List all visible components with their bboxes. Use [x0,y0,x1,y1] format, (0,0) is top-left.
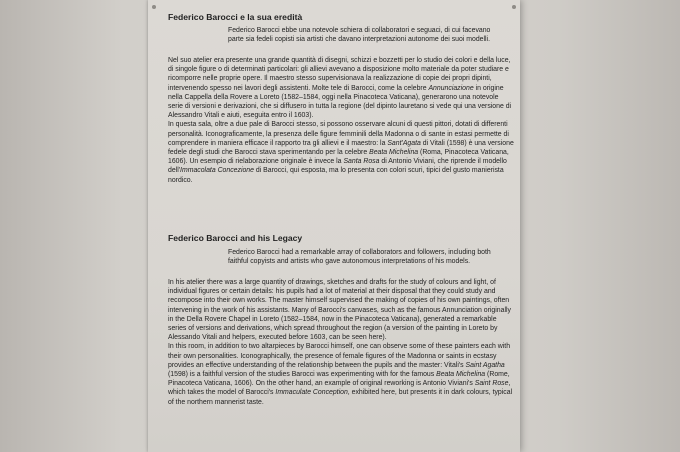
wall-text-panel [148,0,520,452]
english-paragraph-1: In his atelier there was a large quantity of drawings, sketches and drafts for the study of colours and light, of individual figures or certain details: his pupils had a lot of material at their disposal that they could study and recompose into their own works. The master himself supervised the making of copies of his own paintings, often intervening in the work of his assistants. Many of Barocci's canvases, such as the famous Annunciation originally in the Della Rovere Chapel in Loreto (1582–1584, now in the Pinacoteca Vaticana), generated a remarkable series of versions and derivations, which spread throughout the region (a version of the painting in Loreto by Alessando Vitali and helpers, executed before 1603, can be seen here). [168,279,511,342]
english-intro: Federico Barocci had a remarkable array of collaborators and followers, including both faithful copyists and artists who gave autonomous interpretations of his models. [228,249,491,266]
italian-title: Federico Barocci e la sua eredità [168,12,303,22]
english-title: Federico Barocci and his Legacy [168,233,303,243]
english-body [168,278,514,407]
italian-paragraph-2: In questa sala, oltre a due pale di Barocci stesso, si possono osservare alcuni di questi pittori, dotati di differenti personalità. Iconograficamente, la presenza delle figure femminili della Madonna o di sante in estasi permette di comprendere in maniera efficace il rapporto tra gli allievi e il maestro: la Sant'Agata di Vitali (1598) è una versione fedele degli studi che Barocci stava sperimentando per la celebre Beata Michelina (Roma, Pinacoteca Vaticana, 1606). Un esempio di rielaborazione originale è invece la Santa Rosa di Antonio Viviani, che riprende il modello dell'Immacolata Concezione di Barocci, qui esposta, ma lo presenta con colori scuri, tipici del gusto manierista nordico. [168,121,514,184]
italian-paragraph-1: Nel suo atelier era presente una grande quantità di disegni, schizzi e bozzetti per lo studio dei colori e della luce, di singole figure o di determinati particolari: gli allievi avevano a disposizione molto materiale da poter studiare e ricomporre nelle proprie opere. Il maestro stesso supervisionava la realizzazione di copie dei propri dipinti, intervenendo spesso nei lavori degli assistenti. Molte tele di Barocci, come la celebre Annunciazione in origine nella Cappella della Rovere a Loreto (1582–1584, oggi nella Pinacoteca Vaticana), generarono una notevole serie di versioni e derivazioni, che si diffusero in tutta la regione (del dipinto lauretano si vede qui una versione di Alessandro Vitali e aiuti, eseguita entro il 1603). [168,57,512,120]
mounting-pin-right [512,5,516,9]
english-paragraph-2: In this room, in addition to two altarpieces by Barocci himself, one can observe some of these painters each with their own personalities. Iconographically, the presence of female figures of the Madonna or saints in ecstasy provides an effective understanding of the relationship between the pupils and the master: Vitali's Saint Agatha (1598) is a faithful version of the studies Barocci was experimenting with for the famous Beata Michelina (Rome, Pinacoteca Vaticana, 1606). On the other hand, an example of original reworking is Antonio Viviani's Saint Rose, which takes the model of Barocci's Immaculate Conception, exhibited here, but presents it in dark colours, typical of the northern mannerist taste. [168,343,513,406]
italian-intro: Federico Barocci ebbe una notevole schiera di collaboratori e seguaci, di cui facevano parte sia fedeli copisti sia artisti che davano interpretazioni autonome dei suoi modelli. [228,27,491,44]
italian-body [168,56,514,185]
mounting-pin-left [152,5,156,9]
